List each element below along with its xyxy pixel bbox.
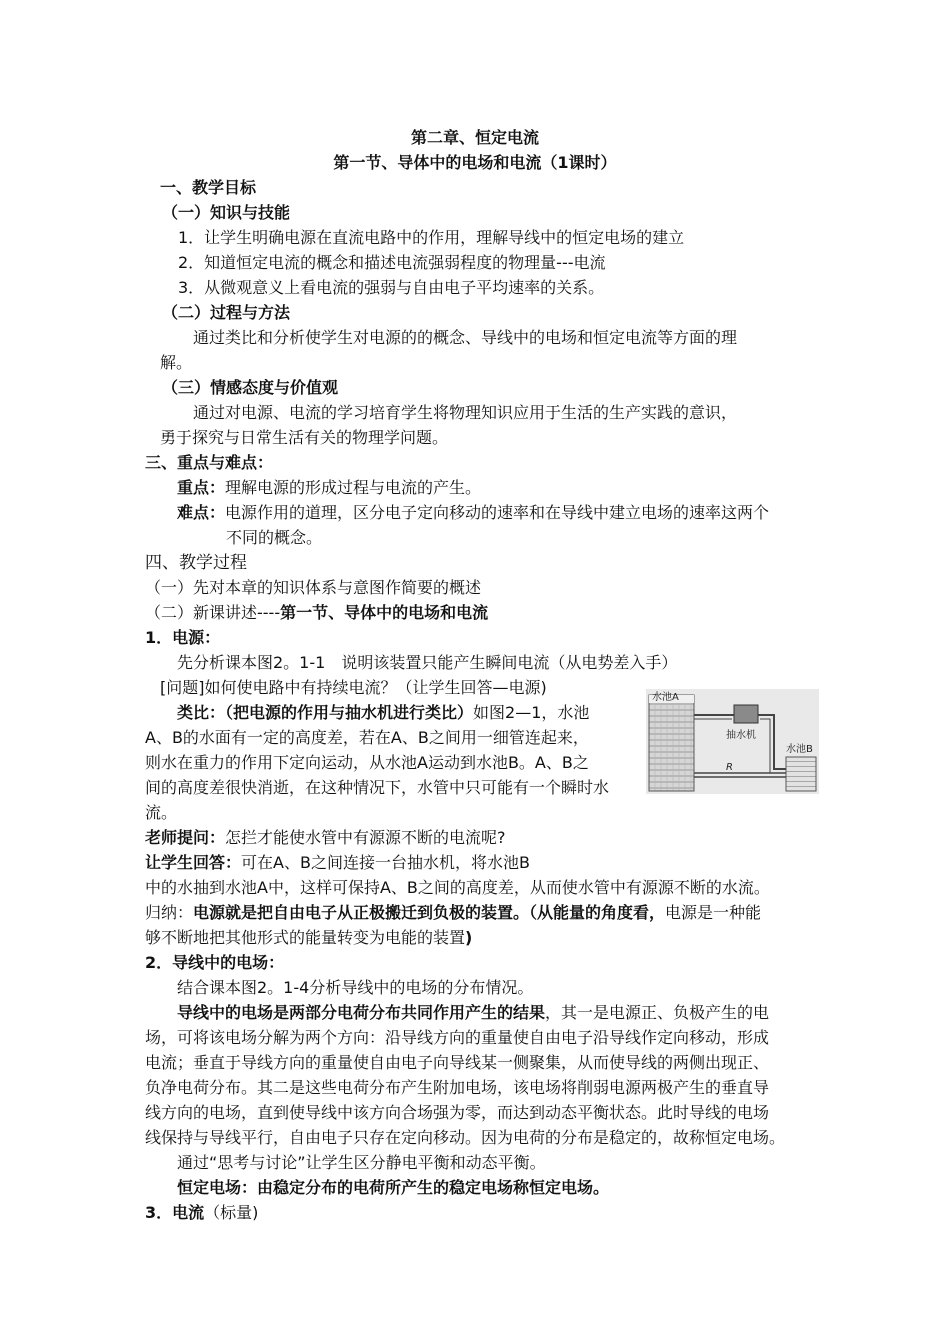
student-answer: [145, 852, 530, 874]
difficulty-text: 电源作用的道理，区分电子定向移动的速率和在导线中建立电场的速率这两个: [225, 503, 770, 522]
pump-analogy-figure: [646, 689, 819, 794]
section-title: 第一节、导体中的电场和电流（1课时）: [333, 153, 617, 172]
summary-bold-1: 电源就是把自由电子从正极搬迁到负极的装置。: [193, 903, 530, 922]
process-item-1: （一）先对本章的知识体系与意图作简要的概述: [145, 578, 482, 597]
key-point-label: 重点：: [177, 478, 226, 497]
pump-label: 抽水机: [726, 730, 756, 741]
field-para-line5: 线方向的电场，直到使导线中该方向合场强为零，而达到动态平衡状态。此时导线的电场: [145, 1103, 770, 1122]
knowledge-item-1: 1．让学生明确电源在直流电路中的作用，理解导线中的恒定电场的建立: [178, 228, 685, 247]
heading-power-source: 1．电源：: [145, 628, 221, 647]
knowledge-item-2: 2．知道恒定电流的概念和描述电流强弱程度的物理量---电流: [178, 253, 606, 272]
field-para-line6: 线保持与导线平行，自由电子只存在定向移动。因为电荷的分布是稳定的，故称恒定电场。: [145, 1128, 786, 1147]
student-answer-text: 可在A、B之间连接一台抽水机，将水池B: [241, 853, 530, 872]
summary-bold-2: （从能量的角度看，: [529, 903, 666, 922]
pipe-label: R: [726, 762, 733, 773]
key-point: [177, 477, 481, 499]
analogy-line5: 流。: [145, 803, 178, 822]
analogy-line4: 间的高度差很快消逝，在这种情况下，水管中只可能有一个瞬时水: [145, 778, 610, 797]
field-para-line1: [177, 1002, 769, 1024]
heading-process: 四、教学过程: [145, 553, 247, 573]
analogy-line1: [177, 702, 589, 724]
heading-current: 3．电流: [145, 1203, 205, 1222]
field-para-line4: 负净电荷分布。其二是这些电荷分布产生附加电场，该电场将削弱电源两极产生的垂直导: [145, 1078, 770, 1097]
field-text-1: 结合课本图2。1-4分析导线中的电场的分布情况。: [177, 978, 534, 997]
analogy-label: 类比：: [177, 703, 226, 722]
field-para-rest: ，其一是电源正、负极产生的电: [545, 1003, 770, 1022]
student-answer-line2: 中的水抽到水池A中，这样可保持A、B之间的高度差，从而使水管中有源源不断的水流。: [145, 878, 770, 897]
subheading-knowledge: （一）知识与技能: [162, 203, 291, 222]
field-para-line2: 场，可将该电场分解为两个方向：沿导线方向的重量使自由电子沿导线作定向移动，形成: [145, 1028, 770, 1047]
summary-rest: 电源是一种能: [665, 903, 762, 922]
pool-a-label: 水池A: [652, 692, 679, 703]
pool-b-label: 水池B: [786, 744, 813, 755]
summary-line2: [145, 927, 472, 949]
difficulty: [177, 502, 769, 524]
analogy-line2: A、B的水面有一定的高度差，若在A、B之间用一细管连起来，: [145, 728, 589, 747]
power-text-1: 先分析课本图2。1-1 说明该装置只能产生瞬间电流（从电势差入手）: [177, 653, 678, 672]
difficulty-text-line2: 不同的概念。: [226, 528, 323, 547]
field-para-bold: 导线中的电场是两部分电荷分布共同作用产生的结果: [177, 1003, 546, 1022]
constant-field-definition: 恒定电场：由稳定分布的电荷所产生的稳定电场称恒定电场。: [177, 1178, 610, 1197]
chapter-title: 第二章、恒定电流: [410, 128, 539, 147]
field-para-line3: 电流；垂直于导线方向的重量使自由电子向导线某一侧聚集，从而使导线的两侧出现正、: [145, 1053, 770, 1072]
heading-wire-field: 2．导线中的电场：: [145, 953, 285, 972]
field-text-discussion: 通过“思考与讨论”让学生区分静电平衡和动态平衡。: [177, 1153, 546, 1172]
subheading-process: （二）过程与方法: [162, 303, 291, 322]
analogy-rest: 如图2—1，水池: [473, 703, 590, 722]
teacher-question: [145, 827, 506, 849]
power-question: [问题]如何使电路中有持续电流？（让学生回答—电源): [160, 678, 547, 697]
difficulty-label: 难点：: [177, 503, 226, 522]
pool-b: [786, 757, 816, 791]
summary-line1: [145, 902, 761, 924]
summary-line2-paren: ): [465, 928, 473, 947]
teacher-question-text: 怎拦才能使水管中有源源不断的电流呢?: [225, 828, 506, 847]
pump-machine: [734, 705, 758, 723]
key-point-text: 理解电源的形成过程与电流的产生。: [225, 478, 482, 497]
attitude-text-line1: 通过对电源、电流的学习培育学生将物理知识应用于生活的生产实践的意识，: [193, 403, 738, 422]
current-note: （标量): [204, 1203, 259, 1222]
current-heading: [145, 1202, 258, 1224]
process-item-2-prefix: （二）新课讲述----: [145, 603, 281, 622]
summary-prefix: 归纳：: [145, 903, 194, 922]
pool-a: [649, 695, 694, 791]
process-text-line1: 通过类比和分析使学生对电源的的概念、导线中的电场和恒定电流等方面的理: [193, 328, 738, 347]
teacher-question-label: 老师提问：: [145, 828, 226, 847]
subheading-attitude: （三）情感态度与价值观: [162, 378, 339, 397]
analogy-bold: （把电源的作用与抽水机进行类比）: [225, 703, 474, 722]
knowledge-item-3: 3．从微观意义上看电流的强弱与自由电子平均速率的关系。: [178, 278, 605, 297]
process-text-line2: 解。: [160, 353, 193, 372]
process-item-2: [145, 602, 488, 624]
heading-objectives: 一、教学目标: [160, 178, 257, 197]
heading-key-points: 三、重点与难点：: [145, 453, 274, 472]
summary-line2-text: 够不断地把其他形式的能量转变为电能的装置: [145, 928, 466, 947]
student-answer-label: 让学生回答：: [145, 853, 242, 872]
process-item-2-title: 第一节、导体中的电场和电流: [280, 603, 489, 622]
attitude-text-line2: 勇于探究与日常生活有关的物理学问题。: [160, 428, 449, 447]
analogy-line3: 则水在重力的作用下定向运动，从水池A运动到水池B。A、B之: [145, 753, 589, 772]
